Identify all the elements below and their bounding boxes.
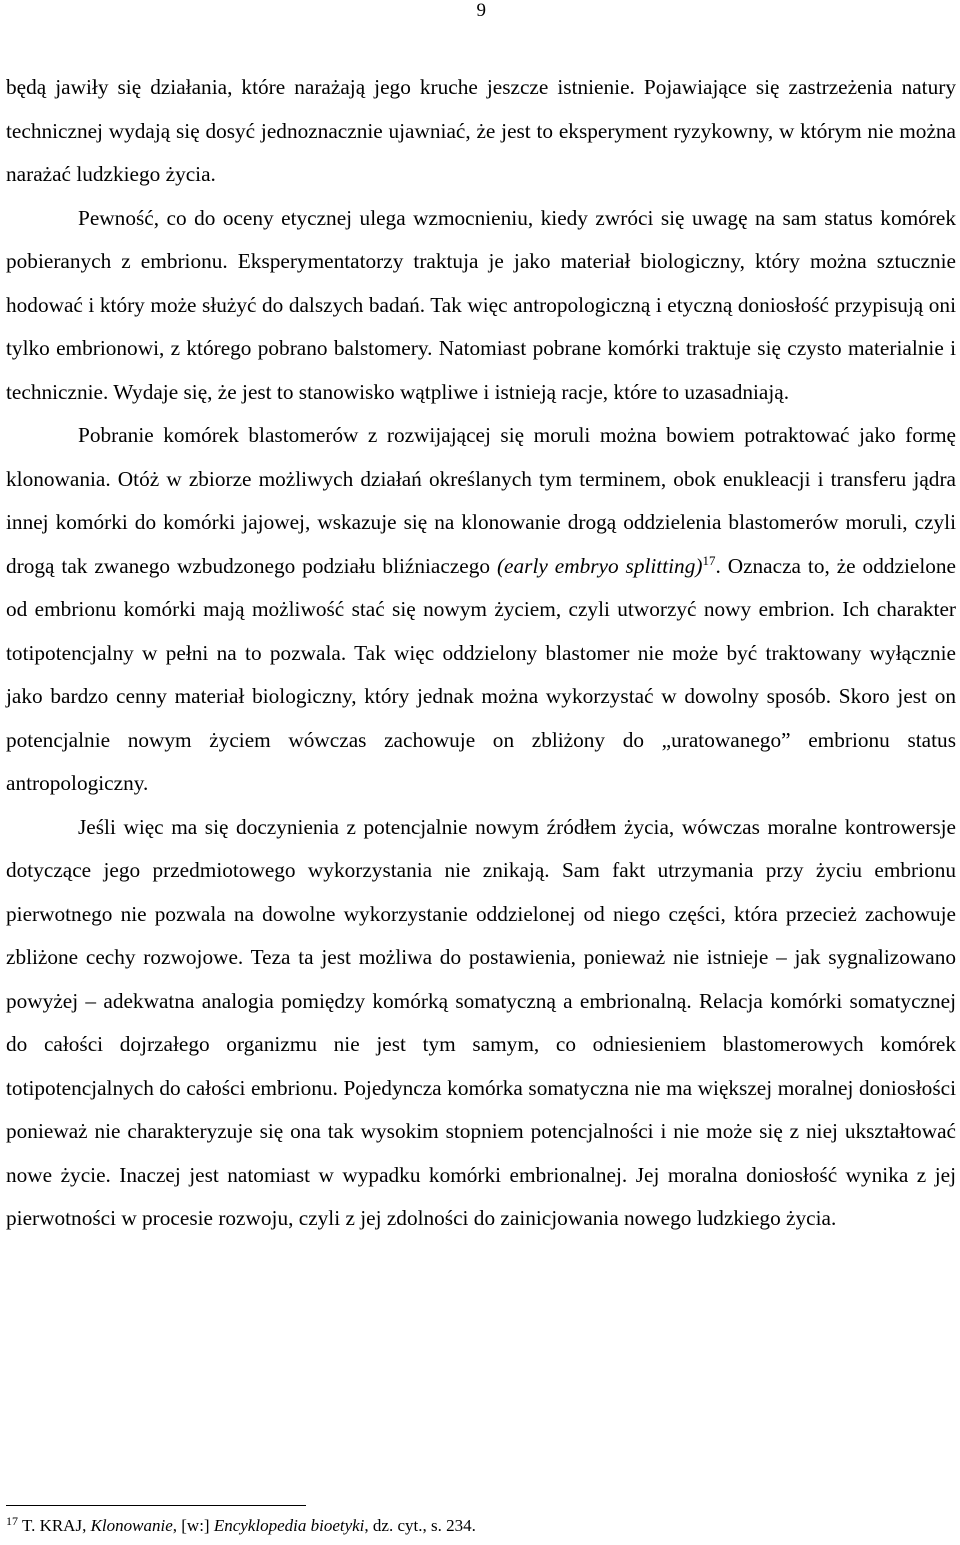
footnote-mid: , [w:] bbox=[172, 1516, 214, 1535]
footnote-source: Encyklopedia bioetyki bbox=[213, 1516, 365, 1535]
paragraph-3 bbox=[6, 414, 956, 806]
footnote-tail: , dz. cyt., s. 234. bbox=[364, 1516, 476, 1535]
page-number: 9 bbox=[476, 0, 486, 21]
footnote-reference[interactable]: 17 bbox=[702, 552, 716, 568]
footnote-divider bbox=[6, 1505, 306, 1506]
footnote bbox=[6, 1515, 956, 1537]
body-text bbox=[6, 66, 956, 1241]
paragraph-3-text-start: Pobranie komórek blastomerów z rozwijającej się moruli można bowiem potraktować jako formę klonowania. Otóż w zbiorze możliwych działań określanych tym terminem, obok enukleacji i transferu jądra innej komórki do komórki jajowej, wskazuje się na klonowanie drogą oddzielenia blastomerów moruli, czyli drogą tak zwanego wzbudzonego podziału bliźniaczego bbox=[6, 423, 956, 578]
footnote-author: T. KRAJ, bbox=[18, 1516, 91, 1535]
paragraph-3-italic-term: (early embryo splitting) bbox=[496, 553, 703, 578]
paragraph-2: Pewność, co do oceny etycznej ulega wzmocnieniu, kiedy zwróci się uwagę na sam status komórek pobieranych z embrionu. Eksperymentatorzy traktuja je jako materiał biologiczny, który można sztucznie hodować i który może służyć do dalszych badań. Tak więc antropologiczną i etyczną doniosłość przypisują oni tylko embrionowi, z którego pobrano balstomery. Natomiast pobrane komórki traktuje się czysto materialnie i technicznie. Wydaje się, że jest to stanowisko wątpliwe i istnieją racje, które to uzasadniają. bbox=[6, 205, 956, 404]
footnote-title: Klonowanie bbox=[90, 1516, 173, 1535]
footnote-number: 17 bbox=[6, 1514, 18, 1528]
paragraph-1: będą jawiły się działania, które narażają jego kruche jeszcze istnienie. Pojawiające się zastrzeżenia natury technicznej wydają się dosyć jednoznacznie ujawniać, że jest to eksperyment ryzykowny, w którym nie można narażać ludzkiego życia. bbox=[6, 75, 956, 186]
paragraph-4: Jeśli więc ma się doczynienia z potencjalnie nowym źródłem życia, wówczas moralne kontrowersje dotyczące jego przedmiotowego wykorzystania nie znikają. Sam fakt utrzymania przy życiu embrionu pierwotnego nie pozwala na dowolne wykorzystanie oddzielonej od niego części, która przecież zachowuje zbliżone cechy rozwojowe. Teza ta jest możliwa do postawienia, ponieważ nie istnieje – jak sygnalizowano powyżej – adekwatna analogia pomiędzy komórką somatyczną a embrionalną. Relacja komórki somatycznej do całości dojrzałego organizmu nie jest tym samym, co odniesieniem blastomerowych komórek totipotencjalnych do całości embrionu. Pojedyncza komórka somatyczna nie ma większej moralnej doniosłości ponieważ nie charakteryzuje się ona tak wysokim stopniem potencjalności i nie może się z niej ukształtować nowe życie. Inaczej jest natomiast w wypadku komórki embrionalnej. Jej moralna doniosłość wynika z jej pierwotności w procesie rozwoju, czyli z jej zdolności do zainicjowania nowego ludzkiego życia. bbox=[6, 814, 956, 1230]
paragraph-3-text-end: . Oznacza to, że oddzielone od embrionu komórki mają możliwość stać się nowym życiem, czyli utworzyć nowy embrion. Ich charakter totipotencjalny w pełni na to pozwala. Tak więc oddzielony blastomer nie może być traktowany wyłącznie jako bardzo cenny materiał biologiczny, który jednak można wykorzystać w dowolny sposób. Skoro jest on potencjalnie nowym życiem wówczas zachowuje on zbliżony do „uratowanego” embrionu status antropologiczny. bbox=[6, 553, 956, 795]
